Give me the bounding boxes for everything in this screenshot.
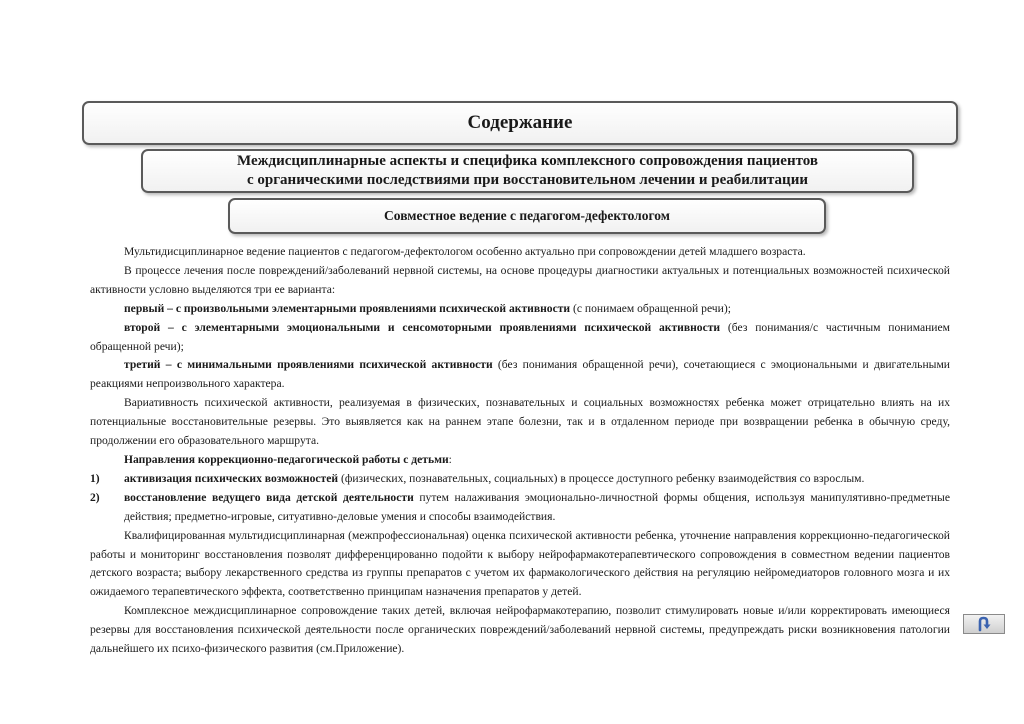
direction-item-1-text (124, 470, 950, 489)
subsection-title: Совместное ведение с педагогом-дефектологом (384, 208, 670, 223)
section-title-line1: Междисциплинарные аспекты и специфика комплексного сопровождения пациентов (236, 153, 818, 169)
paragraph-complex-support: Комплексное междисциплинарное сопровождение таких детей, включая нейрофармакотерапию, позволит стимулировать новые и/или корректировать имеющиеся резервы для восстановления психической деятельности после органических повреждений/заболеваний нервной системы, предупреждать риски возникновения патологии дальнейшего их психо-физического развития (см.Приложение). (90, 604, 950, 656)
direction-item-2-text (124, 489, 950, 527)
return-arrow-icon (974, 616, 994, 632)
variant-first (90, 300, 950, 319)
directions-heading (90, 451, 950, 470)
directions-heading-colon: : (448, 452, 452, 466)
directions-heading-text: Направления коррекционно-педагогической работы с детьми (124, 452, 449, 466)
section-title (237, 152, 818, 190)
direction-item-2-rest: путем налаживания эмоционально-личностной формы общения, используя манипулятивно-предметные действия; предметно-игровые, ситуативно-деловые умения и способы взаимодействия. (124, 490, 950, 523)
section-title-box (141, 149, 914, 193)
direction-item-1-rest: (физических, познавательных, социальных) в процессе доступного ребенку взаимодействия со взрослым. (338, 471, 865, 485)
direction-item-1-number: 1) (90, 471, 100, 485)
variant-second-text: (без понимания/с частичным пониманием обращенной речи); (90, 320, 950, 353)
variant-first-title: первый – с произвольными элементарными проявлениями психической активности (124, 301, 571, 315)
back-button[interactable] (963, 614, 1005, 634)
body-text (90, 243, 950, 659)
paragraph-intro: Мультидисциплинарное ведение пациентов с педагогом-дефектологом особенно актуально при сопровождении детей младшего возраста. (124, 245, 806, 258)
variant-third-title: третий – с минимальными проявлениями психической активности (124, 358, 493, 372)
variant-second-title: второй – с элементарными эмоциональными и сенсомоторными проявлениями психической активности (124, 320, 721, 334)
direction-item-1-title: активизация психических возможностей (124, 471, 339, 485)
paragraph-assessment: Квалифицированная мультидисциплинарная (межпрофессиональная) оценка психической активности ребенка, уточнение направления коррекционно-педагогической работы и мониторинг восстановления позволят дифференцированно подойти к выбору нейрофармакотерапевтического сопровождения в совместном ведении пациентов детского возраста; выбору лекарственного средства из группы препаратов с учетом их фармакологического действия на регуляцию нейромедиаторов головного мозга и их ожидаемого терапевтического эффекта, соответственно принципам назначения препаратов у детей. (90, 528, 950, 599)
variant-second (90, 319, 950, 357)
paragraph-variability: Вариативность психической активности, реализуемая в физических, познавательных и социальных возможностях ребенка может отрицательно влиять на их потенциальные восстановительные резервы. Это выявляется как на раннем этапе болезни, так и в отдаленном периоде при возвращении ребенка в обычную среду, продолжении его образовательного маршрута. (90, 396, 950, 448)
variant-third (90, 356, 950, 394)
direction-item-2-number: 2) (90, 490, 100, 504)
variant-third-text: (без понимания обращенной речи), сочетающиеся с эмоциональными и двигательными реакциями непроизвольного характера. (90, 358, 950, 391)
toc-title-box (82, 101, 958, 145)
subsection-title-box (228, 198, 826, 234)
direction-item-2 (90, 489, 950, 527)
section-title-line2: с органическими последствиями при восстановительном лечении и реабилитации (247, 172, 808, 188)
paragraph-variants-intro: В процессе лечения после повреждений/заболеваний нервной системы, на основе процедуры диагностики актуальных и потенциальных возможностей психической активности условно выделяются три ее варианта: (90, 263, 950, 296)
direction-item-1 (90, 470, 950, 489)
variant-first-text: (с понимаем обращенной речи); (570, 301, 731, 315)
toc-title: Содержание (467, 112, 573, 133)
direction-item-2-title: восстановление ведущего вида детской деятельности (124, 490, 414, 504)
